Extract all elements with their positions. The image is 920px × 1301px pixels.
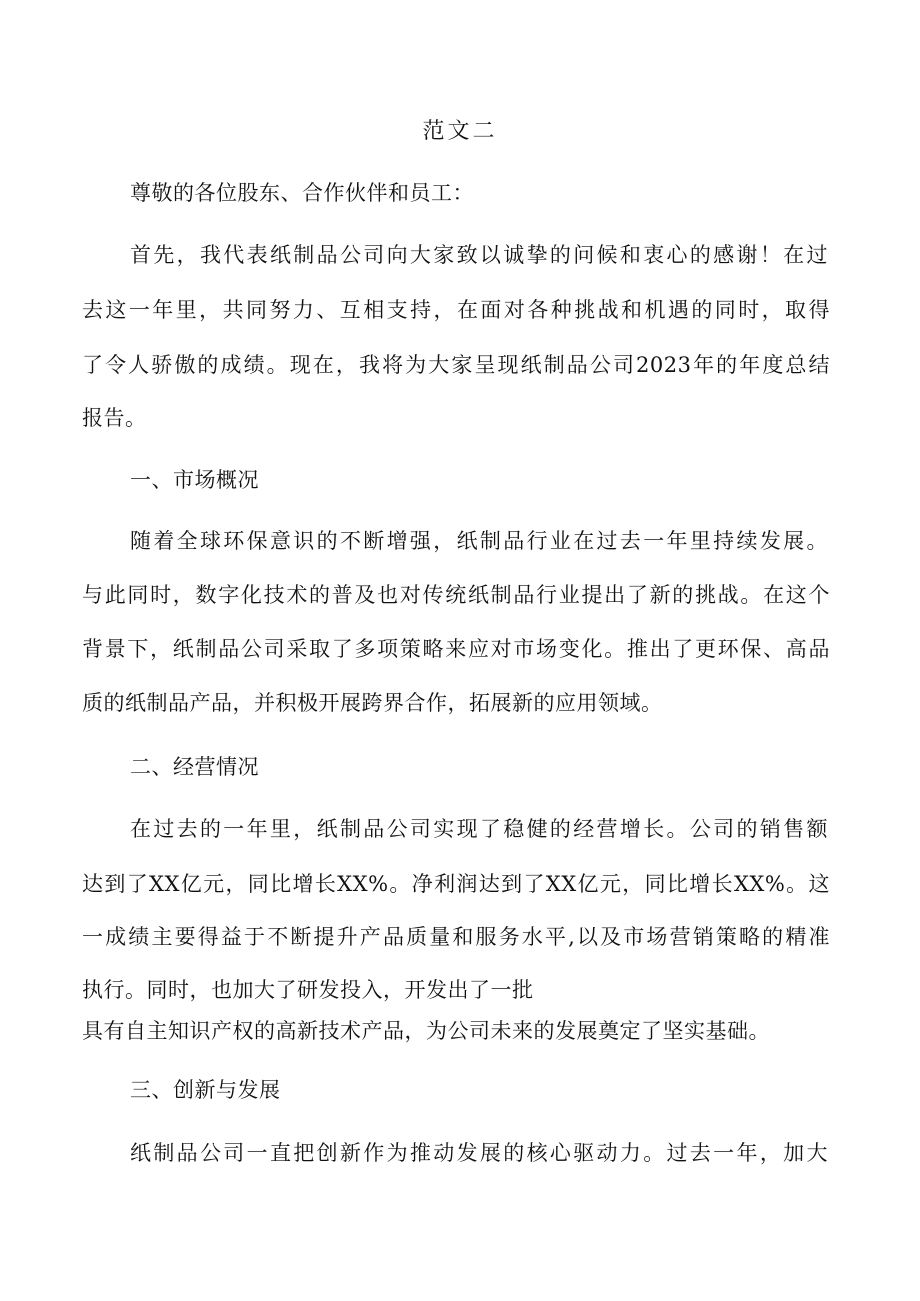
market-line-2: 与此同时，数字化技术的普及也对传统纸制品行业提出了新的挑战。在这个 xyxy=(82,583,830,607)
intro-line-1: 首先，我代表纸制品公司向大家致以诚挚的问候和衷心的感谢！在过 xyxy=(130,243,828,267)
innovation-line-1: 纸制品公司一直把创新作为推动发展的核心驱动力。过去一年，加大 xyxy=(130,1141,828,1165)
section-heading-innovation: 三、创新与发展 xyxy=(130,1078,281,1102)
document-title: 范文二 xyxy=(422,119,498,144)
intro-line-4: 报告。 xyxy=(82,406,147,430)
section-heading-operations: 二、经营情况 xyxy=(130,755,259,779)
operations-line-1: 在过去的一年里，纸制品公司实现了稳健的经营增长。公司的销售额 xyxy=(130,817,828,841)
greeting: 尊敬的各位股东、合作伙伴和员工： xyxy=(130,181,474,205)
operations-line-4: 执行。同时，也加大了研发投入，开发出了一批 xyxy=(82,978,534,1002)
market-line-1: 随着全球环保意识的不断增强，纸制品行业在过去一年里持续发展。 xyxy=(130,529,828,553)
operations-line-2: 达到了XX亿元，同比增长XX%。净利润达到了XX亿元，同比增长XX%。这 xyxy=(82,872,830,896)
section-heading-market: 一、市场概况 xyxy=(130,468,259,492)
intro-line-2: 去这一年里，共同努力、互相支持，在面对各种挑战和机遇的同时，取得 xyxy=(82,298,830,322)
market-line-3: 背景下，纸制品公司采取了多项策略来应对市场变化。推出了更环保、高品 xyxy=(82,637,830,661)
intro-line-3: 了令人骄傲的成绩。现在，我将为大家呈现纸制品公司2023年的年度总结 xyxy=(82,353,830,377)
operations-line-3: 一成绩主要得益于不断提升产品质量和服务水平,以及市场营销策略的精准 xyxy=(82,925,830,949)
market-line-4: 质的纸制品产品，并积极开展跨界合作，拓展新的应用领域。 xyxy=(82,691,663,715)
operations-line-5: 具有自主知识产权的高新技术产品，为公司未来的发展奠定了坚实基础。 xyxy=(82,1019,770,1043)
